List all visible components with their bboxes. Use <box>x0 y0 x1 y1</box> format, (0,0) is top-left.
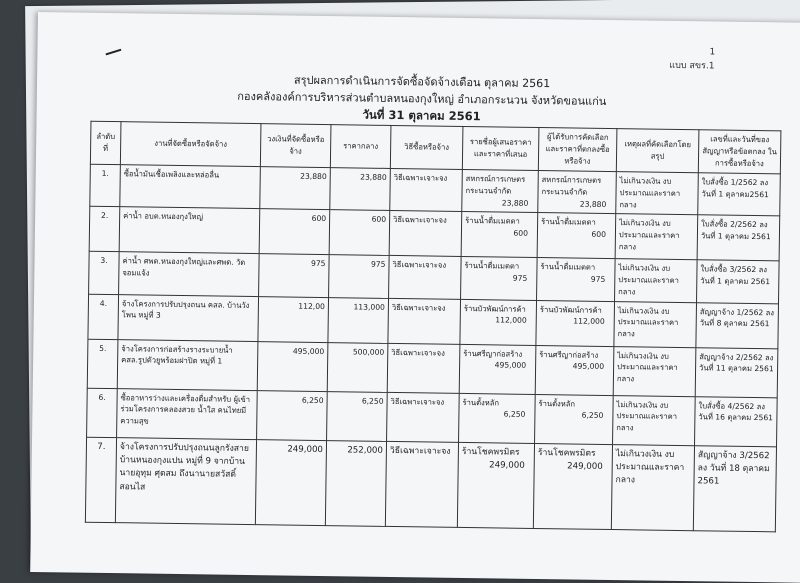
row-method: วิธีเฉพาะเจาะจง <box>389 256 462 299</box>
row-item: ซื้ออาหารว่างและเครื่องดื่มสำหรับ ผู้เข้าร่วมโครงการคลองสวย น้ำใส คนไทยมีความสุข <box>117 388 258 439</box>
row-budget: 23,880 <box>260 167 331 210</box>
row-winner <box>537 213 616 259</box>
pen-mark <box>106 49 122 56</box>
winner-name: ร้านโชคพรมิตร <box>537 447 596 459</box>
row-no: 1. <box>90 164 121 207</box>
col-header-bidders: รายชื่อผู้เสนอราคา และราคาที่เสนอ <box>462 126 539 170</box>
bidder-name: ร้านศรีญาก่อสร้าง <box>463 348 523 359</box>
row-no: 4. <box>88 294 119 339</box>
row-contract: สัญญาจ้าง 3/2562 ลง วันที่ 18 ตุลาคม 2561 <box>693 445 776 531</box>
row-item: จ้างโครงการปรับปรุงถนน คสล. บ้านวังโพน หมู่ที่ 3 <box>118 294 259 341</box>
row-median: 252,000 <box>325 440 386 526</box>
col-header-no: ลำดับ ที่ <box>90 121 121 164</box>
row-budget: 600 <box>259 209 330 255</box>
row-method: วิธีเฉพาะเจาะจง <box>389 211 462 257</box>
bidder-name: สหกรณ์การเกษตร กระนวนจำกัด <box>465 173 526 196</box>
row-contract: ใบสั่งซื้อ 2/2562 ลง วันที่ 1 ตุลาคม 2561 <box>697 215 780 261</box>
winner-price: 600 <box>591 229 607 240</box>
row-winner <box>535 394 614 444</box>
bidder-name: ร้านตั้งหลัก <box>462 397 500 408</box>
winner-name: ร้านน้ำดื่มเมตตา <box>541 217 596 228</box>
row-item: จ้างโครงการปรับปรุงถนนลูกรังสาย บ้านหนองกุงแปน หมู่ที่ 9 จากบ้าน นายอุทุม ศุดสม ถึงนานายสวัสดิ์ สอนไส <box>115 437 256 524</box>
row-bidder <box>461 212 538 258</box>
bidder-name: ร้านบัวพัฒน์การค้า <box>463 303 526 314</box>
row-median: 6,250 <box>327 391 388 441</box>
row-item: ซื้อน้ำมันเชื้อเพลิงและหล่อลื่น <box>120 165 261 209</box>
document-subtitle: กองคลังองค์การบริหารส่วนตำบลหนองกุงใหญ่ อำเภอกระนวน จังหวัดขอนแก่น <box>237 89 607 108</box>
row-median: 600 <box>329 210 390 256</box>
row-bidder <box>459 393 536 443</box>
row-bidder <box>460 299 537 345</box>
row-median: 975 <box>329 255 390 298</box>
col-header-reason: เหตุผลที่คัดเลือกโดย สรุป <box>616 129 699 173</box>
bidder-price: 975 <box>512 273 528 283</box>
row-winner <box>533 443 612 529</box>
col-header-budget: วงเงินที่จัดซื้อหรือ จ้าง <box>260 124 331 168</box>
page-number: 1 <box>709 47 716 58</box>
row-budget: 112,00 <box>258 296 329 342</box>
winner-name: ร้านน้ำดื่มเมตตา <box>540 262 596 273</box>
row-no: 5. <box>87 339 118 388</box>
row-bidder <box>461 257 538 300</box>
bidder-price: 6,250 <box>503 409 526 420</box>
procurement-table <box>85 121 782 532</box>
row-budget: 6,250 <box>257 390 328 440</box>
winner-price: 6,250 <box>581 410 604 421</box>
col-header-winner: ผู้ได้รับการคัดเลือก และราคาที่ตกลงซื้อ หรือจ้าง <box>538 128 617 172</box>
winner-price: 23,880 <box>579 199 607 209</box>
winner-price: 495,000 <box>572 361 605 372</box>
row-method: วิธีเฉพาะเจาะจง <box>387 392 460 442</box>
row-reason: ไม่เกินวงเงิน งบประมาณและราคา กลาง <box>615 259 698 302</box>
row-method: วิธีเฉพาะเจาะจง <box>385 441 458 527</box>
row-reason: ไม่เกินวงเงิน งบประมาณและราคา กลาง <box>613 346 696 396</box>
row-contract: สัญญาจ้าง 2/2562 ลง วันที่ 11 ตุลาคม 2561 <box>695 347 778 397</box>
row-item: ค่าน้ำ อบต.หนองกุงใหญ่ <box>119 207 260 254</box>
col-header-method: วิธีซื้อหรือจ้าง <box>390 125 463 169</box>
form-code: แบบ สขร.1 <box>669 60 715 72</box>
row-method: วิธีเฉพาะเจาะจง <box>388 298 461 344</box>
row-method: วิธีเฉพาะเจาะจง <box>387 343 460 393</box>
row-contract: ใบสั่งซื้อ 3/2562 ลง วันที่ 1 ตุลาคม 2561 <box>697 260 780 303</box>
row-reason: ไม่เกินวงเงิน งบประมาณและราคา กลาง <box>611 444 694 530</box>
document-title: สรุปผลการดำเนินการจัดซื้อจัดจ้างเดือน ตุลาคม 2561 <box>293 73 551 91</box>
row-median: 500,000 <box>327 342 388 392</box>
bidder-price: 112,000 <box>495 315 527 326</box>
winner-name: ร้านตั้งหลัก <box>538 398 576 409</box>
row-contract: ใบสั่งซื้อ 1/2562 ลง วันที่ 1 ตุลาคม2561 <box>698 173 781 216</box>
row-no: 6. <box>87 388 118 437</box>
table-row <box>85 437 776 532</box>
row-no: 3. <box>89 252 120 295</box>
row-median: 113,000 <box>328 297 389 343</box>
document-date: วันที่ 31 ตุลาคม 2561 <box>362 107 481 124</box>
row-no: 7. <box>85 437 116 522</box>
row-no: 2. <box>89 207 120 252</box>
row-item: จ้างโครงการก่อสร้างรางระบายน้ำ คสล.รูปตัวยูพร้อมฝาปิด หมู่ที่ 1 <box>117 339 258 390</box>
winner-name: สหกรณ์การเกษตร กระนวนจำกัด <box>541 175 602 197</box>
row-reason: ไม่เกินวงเงิน งบประมาณและราคา กลาง <box>614 301 697 347</box>
bidder-name: ร้านน้ำดื่มเมตตา <box>465 216 520 227</box>
row-bidder <box>462 169 539 212</box>
winner-price: 975 <box>590 274 606 285</box>
bidder-price: 249,000 <box>489 460 525 471</box>
document-page <box>30 12 800 583</box>
bidder-name: ร้านน้ำดื่มเมตตา <box>464 261 520 272</box>
winner-price: 249,000 <box>567 461 603 472</box>
row-reason: ไม่เกินวงเงิน งบประมาณและราคา กลาง <box>613 395 696 445</box>
row-winner <box>537 258 616 301</box>
row-budget: 249,000 <box>255 439 326 525</box>
bidder-price: 23,880 <box>501 198 529 208</box>
row-reason: ไม่เกินวงเงิน งบประมาณและราคา กลาง <box>616 172 699 215</box>
col-header-item: งานที่จัดซื้อหรือจัดจ้าง <box>120 122 261 167</box>
row-contract: สัญญาจ้าง 1/2562 ลง วันที่ 8 ตุลาคม 2561 <box>696 302 779 348</box>
row-winner <box>535 345 614 395</box>
row-contract: ใบสั่งซื้อ 4/2562 ลง วันที่ 16 ตุลาคม 2561 <box>695 396 778 446</box>
row-bidder <box>459 344 536 394</box>
row-method: วิธีเฉพาะเจาะจง <box>390 168 463 211</box>
row-item: ค่าน้ำ ศพด.หนองกุงใหญ่และศพด. วัดจอมแจ้ง <box>119 252 260 296</box>
winner-name: ร้านบัวพัฒน์การค้า <box>539 304 602 315</box>
bidder-price: 495,000 <box>494 360 527 371</box>
row-bidder <box>457 442 534 528</box>
col-header-contract: เลขที่และวันที่ของ สัญญาหรือข้อตกลง ในการซื้อหรือจ้าง <box>698 130 781 174</box>
winner-name: ร้านศรีญาก่อสร้าง <box>539 349 599 360</box>
bidder-price: 600 <box>513 228 529 238</box>
bidder-name: ร้านโชคพรมิตร <box>461 446 520 458</box>
row-budget: 495,000 <box>257 341 328 391</box>
row-median: 23,880 <box>330 168 391 211</box>
row-winner <box>538 171 617 214</box>
row-reason: ไม่เกินวงเงิน งบประมาณและราคา กลาง <box>615 214 698 260</box>
col-header-median: ราคากลาง <box>330 125 391 169</box>
row-winner <box>536 300 615 346</box>
row-budget: 975 <box>259 254 330 297</box>
winner-price: 112,000 <box>573 316 605 327</box>
